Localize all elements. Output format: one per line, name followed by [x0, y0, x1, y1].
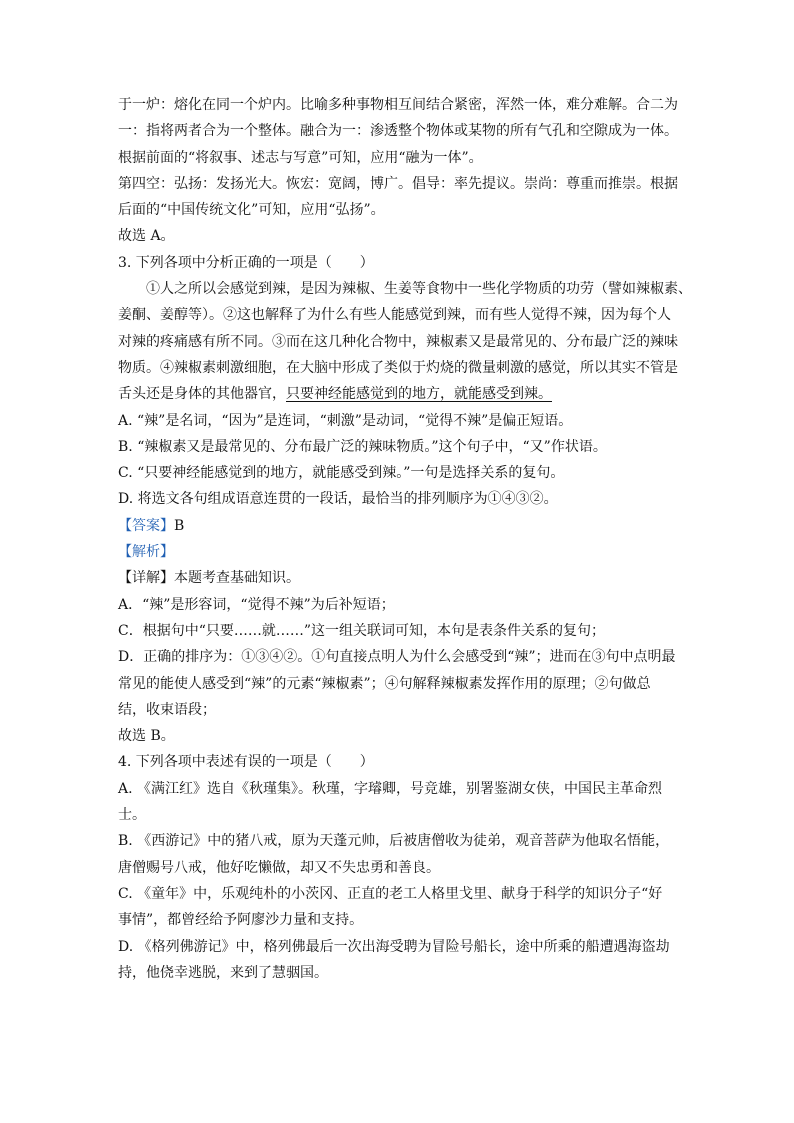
text-line: 后面的“中国传统文化”可知，应用“弘扬”。 — [118, 202, 385, 219]
text-line: 故选 B。 — [118, 728, 175, 745]
text-line: 常见的能使人感受到“辣”的元素“辣椒素”；④句解释辣椒素发挥作用的原理；②句做总 — [118, 675, 651, 692]
option-a-cont: 士。 — [118, 807, 146, 824]
text-line: D．正确的排序为：①③④②。①句直接点明人为什么会感受到“辣”；进而在③句中点明最 — [118, 649, 676, 666]
text-line: 故选 A。 — [118, 228, 175, 245]
question-3-stem: 3. 下列各项中分析正确的一项是（ ） — [118, 254, 374, 271]
text-line: 第四空：弘扬：发扬光大。恢宏：宽阔，博广。倡导：率先提议。崇尚：尊重而推崇。根据 — [118, 175, 678, 192]
text-line: A．“辣”是形容词，“觉得不辣”为后补短语； — [118, 596, 395, 613]
underlined-sentence: 只要神经能感觉到的地方，就能感受到辣。 — [286, 386, 552, 403]
option-b-cont: 唐僧赐号八戒，他好吃懒做，却又不失忠勇和善良。 — [118, 859, 440, 876]
text-line: 一：指将两者合为一个整体。融合为一：渗透整个物体或某物的所有气孔和空隙成为一体。 — [118, 123, 678, 140]
text-line: C．根据句中“只要……就……”这一组关联词可知，本句是表条件关系的复句； — [118, 622, 606, 639]
option-b: B. “辣椒素又是最常见的、分布最广泛的辣味物质。”这个句子中，“又”作状语。 — [118, 438, 607, 455]
option-d: D. 《格列佛游记》中，格列佛最后一次出海受聘为冒险号船长，途中所乘的船遭遇海盗劫 — [118, 938, 670, 955]
option-c-cont: 事情”，都曾经给予阿廖沙力量和支持。 — [118, 912, 364, 929]
option-d-cont: 持，他侥幸逃脱，来到了慧骃国。 — [118, 964, 328, 981]
option-a: A. “辣”是名词，“因为”是连词，“刺激”是动词，“觉得不辣”是偏正短语。 — [118, 412, 573, 429]
detail-label: 【详解】 — [118, 570, 174, 587]
passage-text: 舌头还是身体的其他器官， — [118, 386, 286, 403]
passage-line: ①人之所以会感觉到辣，是因为辣椒、生姜等食物中一些化学物质的功劳（譬如辣椒素、 — [146, 281, 692, 298]
passage-line — [118, 381, 702, 407]
passage-line: 物质。④辣椒素刺激细胞，在大脑中形成了类似于灼烧的微量刺激的感觉，所以其实不管是 — [118, 359, 678, 376]
option-d: D. 将选文各句组成语意连贯的一段话，最恰当的排列顺序为①④③②。 — [118, 491, 558, 508]
text-line: 根据前面的“将叙事、述志与写意”可知，应用“融为一体”。 — [118, 149, 483, 166]
answer-line — [118, 513, 702, 539]
answer-value: B — [174, 517, 185, 534]
analysis-label: 【解析】 — [118, 544, 174, 561]
option-c: C. “只要神经能感觉到的地方，就能感受到辣。”一句是选择关系的复句。 — [118, 465, 565, 482]
answer-label: 【答案】 — [118, 517, 174, 534]
detail-text: 本题考查基础知识。 — [174, 570, 300, 587]
text-line: 结，收束语段； — [118, 701, 216, 718]
option-b: B. 《西游记》中的猪八戒，原为天蓬元帅，后被唐僧收为徒弟，观音菩萨为他取名悟能， — [118, 833, 670, 850]
text-line: 于一炉：熔化在同一个炉内。比喻多种事物相互间结合紧密，浑然一体，难分难解。合二为 — [118, 97, 678, 113]
option-a: A. 《满江红》选自《秋瑾集》。秋瑾，字璿卿，号竞雄，别署鉴湖女侠，中国民主革命烈 — [118, 780, 663, 797]
question-4-stem: 4. 下列各项中表述有误的一项是（ ） — [118, 754, 374, 771]
passage-line: 姜酮、姜醇等）。②这也解释了为什么有些人能感觉到辣，而有些人觉得不辣，因为每个人 — [118, 307, 671, 324]
option-c: C. 《童年》中，乐观纯朴的小茨冈、正直的老工人格里戈里、献身于科学的知识分子“好 — [118, 885, 663, 902]
detail-line — [118, 565, 702, 591]
passage-line: 对辣的疼痛感有所不同。③而在这几种化合物中，辣椒素又是最常见的、分布最广泛的辣味 — [118, 333, 678, 350]
